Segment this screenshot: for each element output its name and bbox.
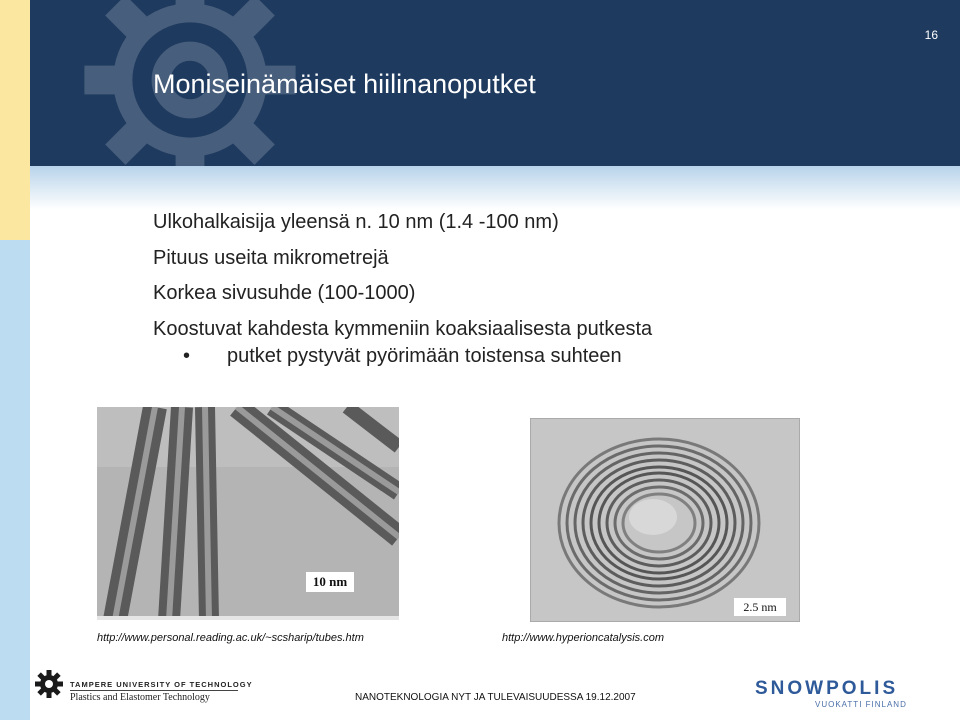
slide-title: Moniseinämäiset hiilinanoputket [153,69,536,99]
scale-bar-label: 2.5 nm [734,598,786,616]
sub-bullet-text: putket pystyvät pyörimään toistensa suhteen [227,345,622,367]
tut-gear-logo-icon [34,669,64,699]
bullet-item: Korkea sivusuhde (100-1000) [153,282,416,304]
left-accent-bar [0,0,30,720]
title-gradient [30,166,960,210]
left-accent-yellow [0,0,30,240]
bullet-list [153,209,652,351]
footer-event-text: NANOTEKNOLOGIA NYT JA TULEVAISUUDESSA 19.12.2007 [355,692,636,703]
snowpolis-logo-subtext: VUOKATTI FINLAND [815,700,907,709]
footer-divider [70,690,238,691]
bullet-item: Pituus useita mikrometrejä [153,246,389,269]
snowpolis-logo: SNOWPOLIS [755,678,899,699]
department-name: Plastics and Elastomer Technology [70,692,210,703]
scale-bar-label: 10 nm [306,572,354,592]
slide-number: 16 [924,28,938,42]
sub-bullet [183,345,622,368]
university-name: TAMPERE UNIVERSITY OF TECHNOLOGY [70,680,253,689]
sub-bullet-marker: • [183,345,191,367]
left-accent-blue [0,240,30,720]
image-caption-link: http://www.hyperioncatalysis.com [502,632,665,644]
bullet-item: Koostuvat kahdesta kymmeniin koaksiaalisesta putkesta [153,317,653,340]
nanotube-cross-section-image [530,418,800,622]
bullet-item: Ulkohalkaisija yleensä n. 10 nm (1.4 -100 nm) [153,211,559,233]
title-band [30,0,960,166]
image-caption-link: http://www.personal.reading.ac.uk/~scsharip/tubes.htm [97,632,364,644]
